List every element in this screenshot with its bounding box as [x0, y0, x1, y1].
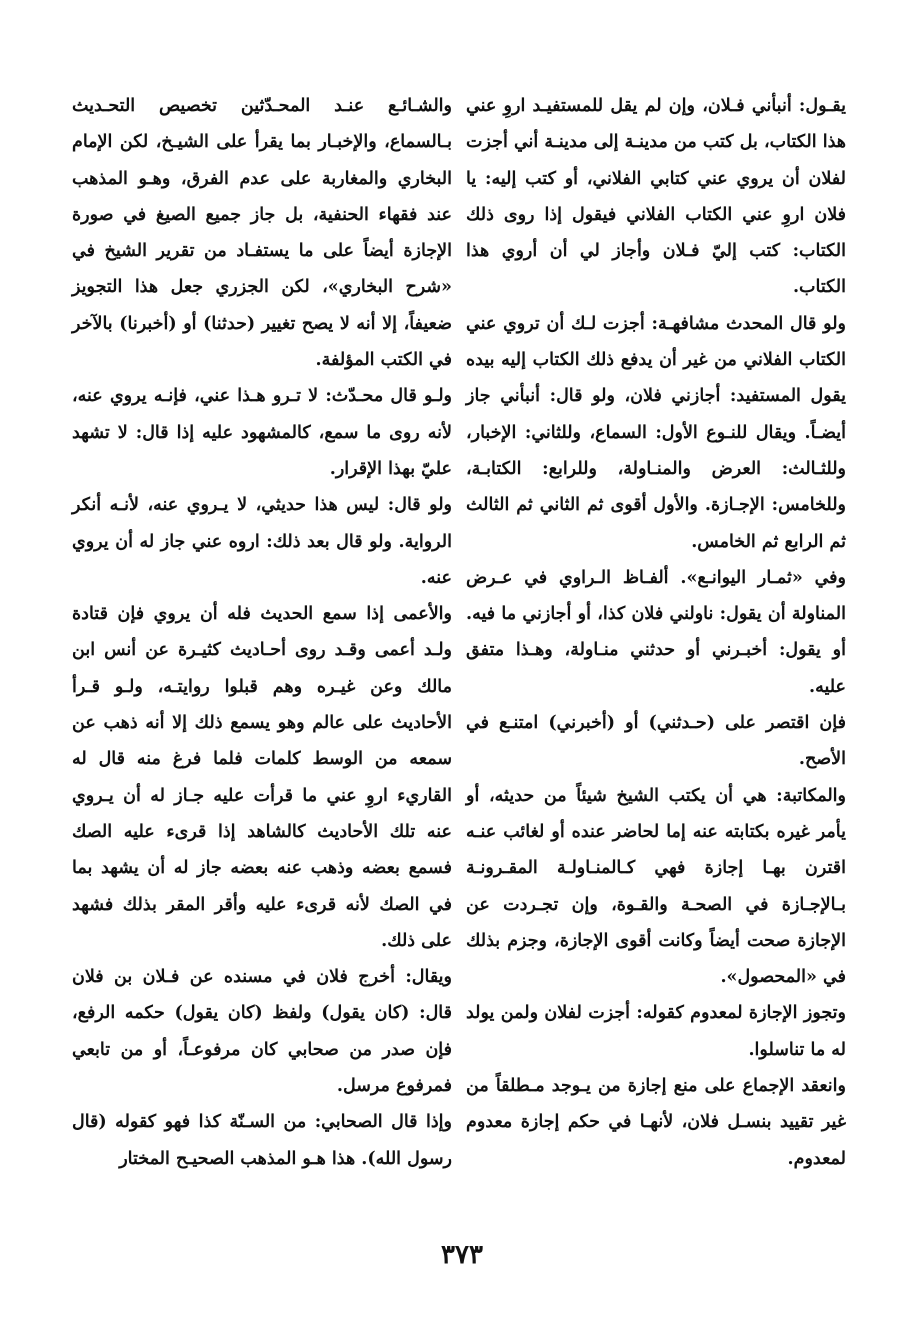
paragraph: وتجوز الإجازة لمعدوم كقوله: أجزت لفلان ولمن يولد له ما تناسلوا. — [466, 1003, 846, 1060]
paragraph: يقـول: أنبأني فـلان، وإن لم يقل للمستفيـد اروِ عني هذا الكتاب، بل كتب من مدينـة إلى مدينـة أني أجزت لفلان أن يروي عني كتابي الفلاني، أو كتب إليه: يا فلان اروِ عني الكتاب الفلاني فيقول إذا روى ذلك الكتاب: كتب إليّ فـلان وأجاز لي أن أروي هذا الكتاب. — [466, 96, 846, 298]
right-text-column — [466, 88, 846, 1238]
paragraph: وفي «ثمـار اليوانـع». ألفـاظ الـراوي في عـرض المناولة أن يقول: ناولني فلان كذا، أو أجازني ما فيه. أو يقول: أخبـرني أو حدثني منـاولة، وهـذا متفق عليه. — [466, 567, 846, 697]
paragraph: فإن اقتصر على (حـدثني) أو (أخبرني) امتنـع في الأصح. — [466, 713, 846, 770]
paragraph: والشـائـع عنـد المحـدّثين تخصيص التحـديث بـالسماع، والإخبـار بما يقرأ على الشيـخ، لكن الإمام البخاري والمغاربة على عدم الفرق، وهـو المذهب عند فقهاء الحنفية، بل جاز جميع الصيغ في صورة الإجازة أيضاً على ما يستفـاد من تقرير الشيخ في «شرح البخاري»، لكن الجزري جعل هذا التجويز ضعيفاً، إلا أنه لا يصح تغيير (حدثنا) أو (أخبرنا) بالآخر في الكتب المؤلفة. — [72, 96, 452, 371]
page-number: ٣٧٣ — [441, 1240, 483, 1270]
paragraph: وإذا قال الصحابي: من السـنّة كذا فهو كقوله (قال رسول الله). هذا هـو المذهب الصحيـح المختار — [72, 1112, 452, 1169]
paragraph: ولو قال المحدث مشافهـة: أجزت لـك أن تروي عني الكتاب الفلاني من غير أن يدفع ذلك الكتاب إليه بيده يقول المستفيد: أجازني فلان، ولو قال: أنبأني جاز أيضـاً. ويقال للنـوع الأول: السماع، وللثاني: الإخبار، وللثـالث: العرض والمنـاولة، وللرابع: الكتابـة، وللخامس: الإجـازة. والأول أقوى ثم الثاني ثم الثالث ثم الرابع ثم الخامس. — [466, 313, 846, 552]
paragraph: ولـو قال محـدّث: لا تـرو هـذا عني، فإنـه يروي عنه، لأنه روى ما سمع، كالمشهود عليه إذا قال: لا تشهد عليّ بهذا الإقرار. — [72, 386, 452, 479]
paragraph: ويقال: أخرج فلان في مسنده عن فـلان بن فلان قال: (كان يقول) ولفظ (كان يقول) حكمه الرفع، فإن صدر من صحابي كان مرفوعـاً، أو من تابعي فمرفوع مرسل. — [72, 967, 452, 1097]
paragraph: والأعمى إذا سمع الحديث فله أن يروي فإن قتادة ولـد أعمى وقـد روى أحـاديث كثيـرة عن أنس ابن مالك وعن غيـره وهم قبلوا روايتـه، ولـو قـرأ الأحاديث على عالم وهو يسمع ذلك إلا أنه ذهب عن سمعه من الوسط كلمات فلما فرغ منه قال له القاريء اروِ عني ما قرأت عليه جـاز له أن يـروي عنه تلك الأحاديث كالشاهد إذا قرىء عليه الصك فسمع بعضه وذهب عنه بعضه جاز له أن يشهد بما في الصك لأنه قرىء عليه وأقر المقر بذلك فشهد على ذلك. — [72, 604, 452, 951]
left-text-column — [72, 88, 452, 1238]
paragraph: وانعقد الإجماع على منع إجازة من يـوجد مـطلقاً من غير تقييد بنسـل فلان، لأنهـا في حكم إجازة معدوم لمعدوم. — [466, 1076, 846, 1169]
paragraph: ولو قال: ليس هذا حديثي، لا يـروي عنه، لأنـه أنكر الرواية. ولو قال بعد ذلك: اروه عني جاز له أن يروي عنه. — [72, 495, 452, 588]
paragraph: والمكاتبة: هي أن يكتب الشيخ شيئاً من حديثه، أو يأمر غيره بكتابته عنه إما لحاضر عنده أو لغائب عنـه اقترن بهـا إجازة فهي كـالمنـاولـة المقـرونـة بـالإجـازة في الصحـة والقـوة، وإن تجـردت عن الإجازة صحت أيضاً وكانت أقوى الإجازة، وجزم بذلك في «المحصول». — [466, 785, 846, 988]
